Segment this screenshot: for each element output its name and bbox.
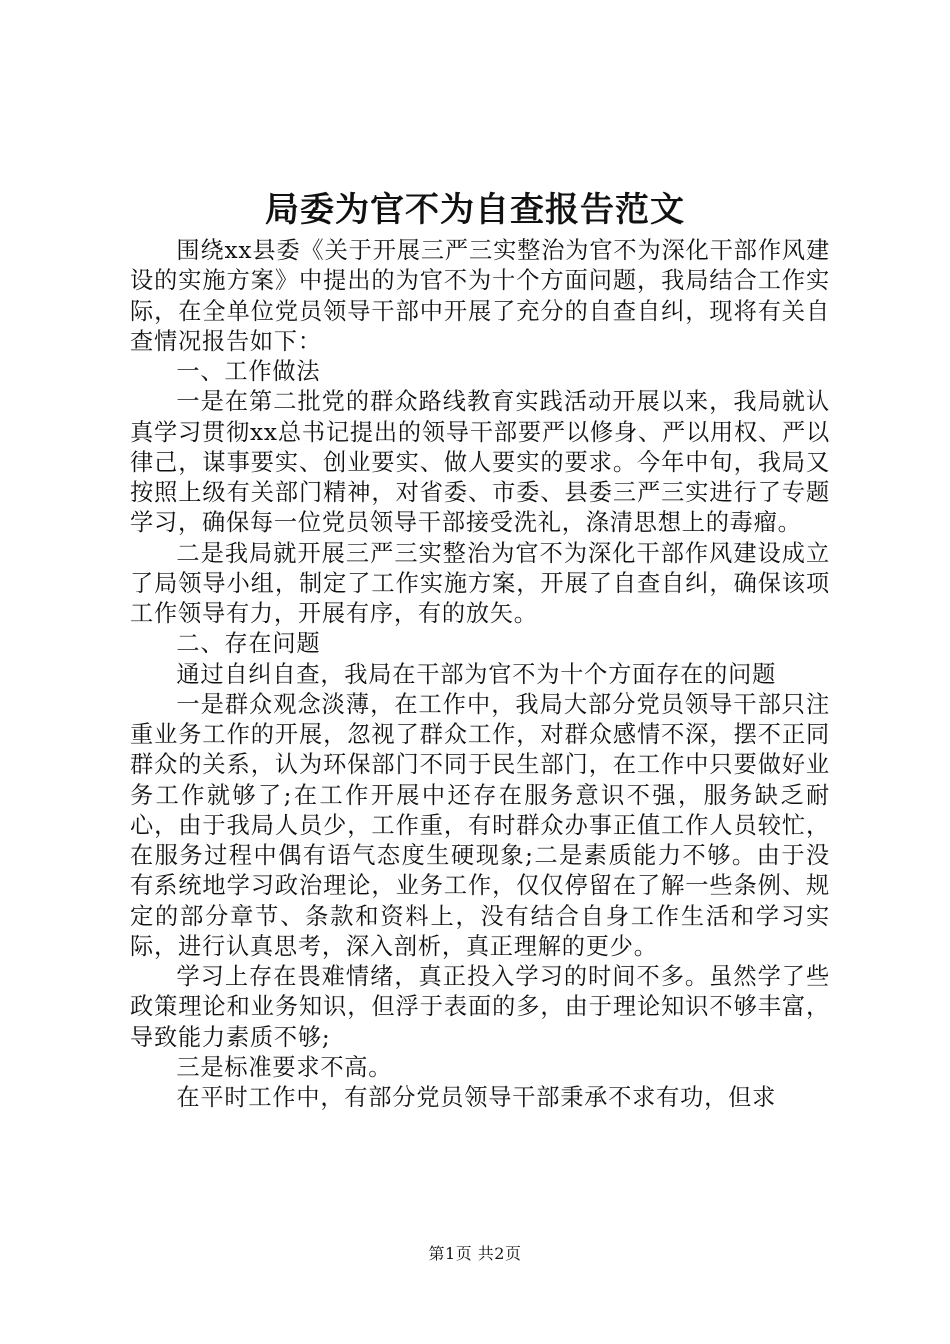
document-body: [130, 236, 830, 1113]
paragraph-problems-intro: 通过自纠自查，我局在干部为官不为十个方面存在的问题: [176, 660, 777, 688]
document-title: 局委为官不为自查报告范文: [265, 190, 685, 230]
paragraph-method-two: 二是我局就开展三严三实整治为官不为深化干部作风建设成立了局领导小组，制定了工作实施方案，开展了自查自纠，确保该项工作领导有力，开展有序，有的放矢。: [130, 539, 830, 627]
paragraph-problem-three: 在平时工作中，有部分党员领导干部秉承不求有功，但求: [176, 1084, 777, 1111]
paragraph-intro: 围绕xx县委《关于开展三严三实整治为官不为深化干部作风建设的实施方案》中提出的为官不为十个方面问题，我局结合工作实际，在全单位党员领导干部中开展了充分的自查自纠，现将有关自查情况报告如下：: [130, 237, 830, 355]
paragraph-method-one: 一是在第二批党的群众路线教育实践活动开展以来，我局就认真学习贯彻xx总书记提出的领导干部要严以修身、严以用权、严以律己，谋事要实、创业要实、做人要实的要求。今年中旬，我局又按照上级有关部门精神，对省委、市委、县委三严三实进行了专题学习，确保每一位党员领导干部接受洗礼，涤清思想上的毒瘤。: [130, 388, 830, 537]
paragraph-problem-three-heading: 三是标准要求不高。: [176, 1053, 393, 1081]
section-heading-work-methods: 一、工作做法: [176, 358, 321, 385]
page-number-footer: 第1页 共2页: [428, 1244, 522, 1263]
section-heading-problems: 二、存在问题: [176, 630, 321, 658]
paragraph-study-attitude: 学习上存在畏难情绪，真正投入学习的时间不多。虽然学了些政策理论和业务知识，但浮于表面的多，由于理论知识不够丰富，导致能力素质不够;: [130, 963, 830, 1051]
paragraph-problem-one: 一是群众观念淡薄，在工作中，我局大部分党员领导干部只注重业务工作的开展，忽视了群众工作，对群众感情不深，摆不正同群众的关系，认为环保部门不同于民生部门，在工作中只要做好业务工作就够了;在工作开展中还存在服务意识不强，服务缺乏耐心，由于我局人员少，工作重，有时群众办事正值工作人员较忙，在服务过程中偶有语气态度生硬现象;二是素质能力不够。由于没有系统地学习政治理论，业务工作，仅仅停留在了解一些条例、规定的部分章节、条款和资料上，没有结合自身工作生活和学习实际，进行认真思考，深入剖析，真正理解的更少。: [130, 690, 830, 960]
